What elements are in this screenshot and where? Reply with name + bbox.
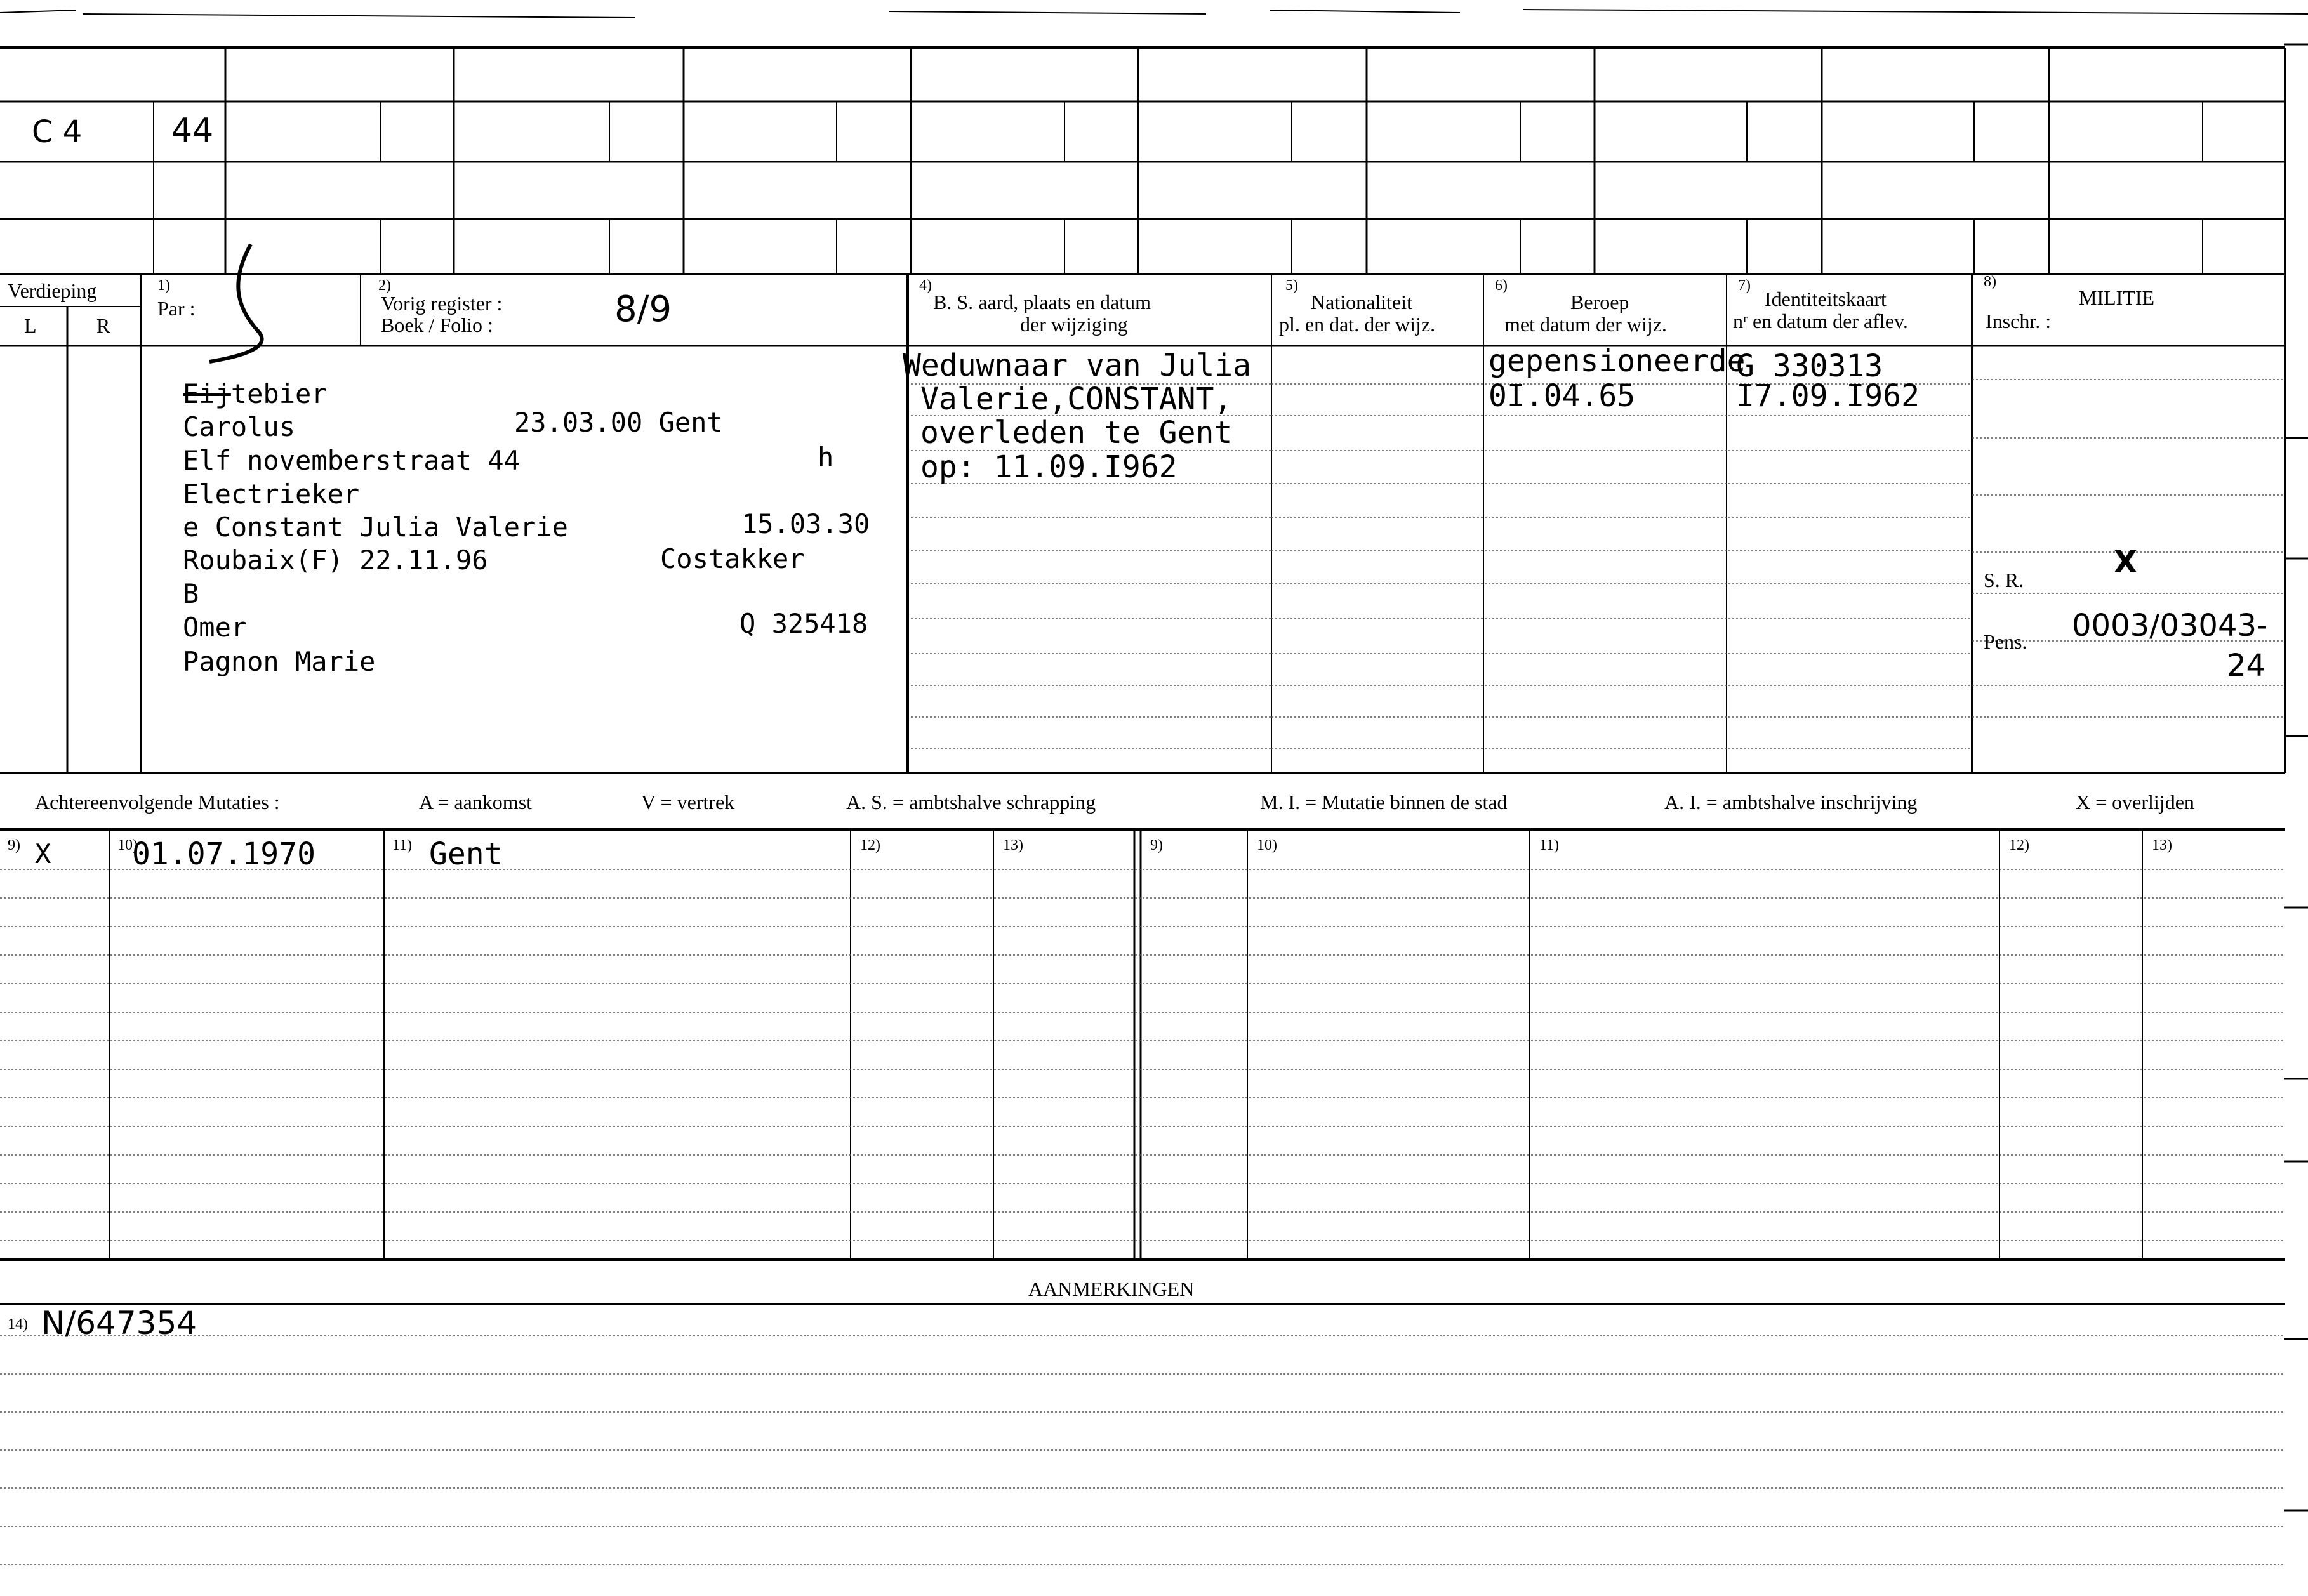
legend-death: X = overlijden [2076,791,2194,814]
mother: Pagnon Marie [183,646,376,677]
identity-card-label: Identiteitskaart [1765,287,1887,310]
civil-status-line-4: op: 11.09.I962 [920,449,1177,485]
par-number: 1) [157,277,170,294]
profession-entry: gepensioneerde [1489,343,1746,379]
remarks-value: N/647354 [41,1305,197,1342]
mutation-date: 01.07.1970 [132,836,315,872]
profession-label: Beroep [1570,291,1629,313]
pens-label: Pens. [1984,630,2027,653]
col-number-12: 12) [860,837,880,854]
col-number-10: 10) [117,837,138,854]
remarks-number: 14) [8,1316,28,1333]
first-name: Carolus [183,411,296,442]
profession-label-2: met datum der wijz. [1504,313,1667,336]
cell-code: C 4 [32,114,83,150]
previous-register-label: Vorig register : [381,292,503,315]
remarks-title: AANMERKINGEN [1028,1277,1195,1300]
mutation-type: X [35,838,51,869]
reference: Q 325418 [739,608,868,639]
col-number-11: 11) [392,837,413,854]
book-folio-label: Boek / Folio : [381,313,493,336]
civil-status-line-2: Valerie,CONSTANT, [920,381,1233,417]
previous-register-number: 2) [378,277,391,294]
previous-register-value: 8/9 [614,289,672,330]
identity-card-date: I7.09.I962 [1736,378,1920,414]
sr-label: S. R. [1984,569,2024,591]
pension-number: 0003/03043- [2072,608,2268,643]
occupation: Electrieker [183,478,360,510]
sex: h [818,442,834,473]
sr-value: X [2114,544,2138,580]
surname-rest: tebier [230,378,328,409]
religion: B [183,578,199,609]
nationality-label: Nationaliteit [1311,291,1412,313]
col-number-13b: 13) [2152,837,2172,854]
civil-status-line-3: overleden te Gent [920,415,1233,451]
identity-card-number: 7) [1738,277,1751,294]
surname-struck: Eij [183,378,231,409]
identity-card-label-2: nʳ en datum der aflev. [1733,310,1908,333]
profession-date: 0I.04.65 [1489,378,1636,414]
legend-ex-officio-removal: A. S. = ambtshalve schrapping [846,791,1096,814]
nationality-label-2: pl. en dat. der wijz. [1279,313,1436,336]
floor-left: L [24,314,37,337]
col-number-12b: 12) [2009,837,2029,854]
father: Omer [183,612,248,643]
par-label: Par : [157,297,196,320]
col-number-10b: 10) [1257,837,1277,854]
birth-date-place: 23.03.00 Gent [514,407,723,438]
spouse: e Constant Julia Valerie [183,511,568,543]
mutation-place: Gent [429,836,503,872]
legend-mutation-in-city: M. I. = Mutatie binnen de stad [1260,791,1508,814]
floor-title: Verdieping [8,279,97,302]
militia-title: MILITIE [2079,286,2155,309]
civil-status-label: B. S. aard, plaats en datum [933,291,1151,313]
identity-card-entry: G 330313 [1736,348,1883,384]
civil-status-line-1: Weduwnaar van Julia [903,348,1252,383]
civil-status-number: 4) [919,277,932,294]
civil-status-label-2: der wijziging [1020,313,1128,336]
pension-suffix: 24 [2227,648,2266,683]
col-number-11b: 11) [1539,837,1560,854]
spouse-birth: Roubaix(F) 22.11.96 [183,544,488,576]
militia-number: 8) [1984,274,1996,290]
legend-arrival: A = aankomst [419,791,533,814]
mutations-title: Achtereenvolgende Mutaties : [35,791,280,814]
militia-inschr-label: Inschr. : [1986,310,2052,333]
legend-departure: V = vertrek [641,791,735,814]
cell-number: 44 [171,112,214,150]
marriage-date: 15.03.30 [741,508,870,539]
surname [183,378,328,409]
floor-right: R [96,314,110,337]
legend-ex-officio-registration: A. I. = ambtshalve inschrijving [1664,791,1918,814]
nationality-number: 5) [1285,277,1298,294]
col-number-9: 9) [8,837,20,854]
marriage-place: Costakker [660,543,805,574]
profession-number: 6) [1495,277,1508,294]
col-number-13: 13) [1003,837,1023,854]
address: Elf novemberstraat 44 [183,445,521,476]
col-number-9b: 9) [1150,837,1163,854]
